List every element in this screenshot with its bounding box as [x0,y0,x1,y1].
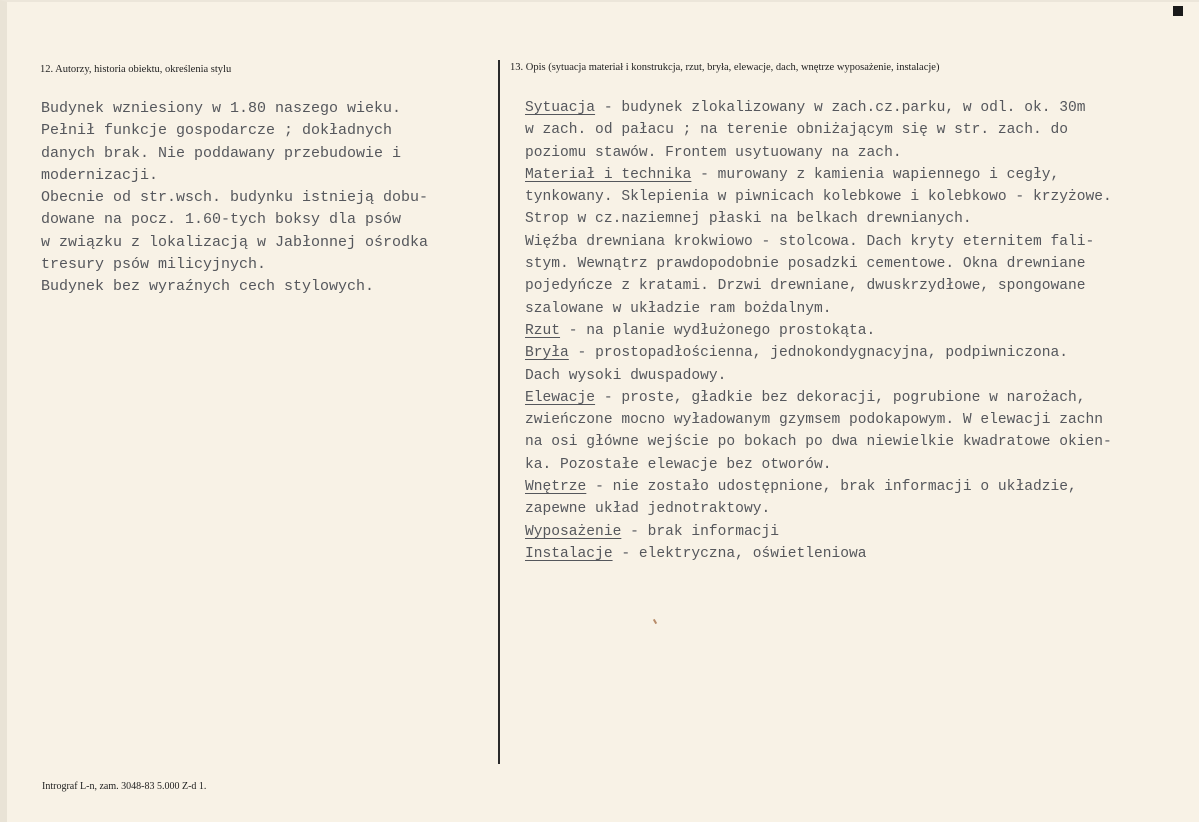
corner-mark [1173,6,1183,16]
description-line [525,454,1112,476]
history-line: Pełnił funkcje gospodarcze ; dokładnych [41,122,393,140]
description-line [525,476,1112,498]
description-line [525,164,1112,186]
history-text-block [41,98,428,299]
line-text: Dach wysoki dwuspadowy. [525,367,727,384]
line-text: ka. Pozostałe elewacje bez otworów. [525,456,832,473]
history-line: dowane na pocz. 1.60-tych boksy dla psów [41,211,402,229]
section-13-heading: 13. Opis (sytuacja materiał i konstrukcja, rzut, bryła, elewacje, dach, wnętrze wyposażenie, instalacje) [510,62,940,73]
line-text: - elektryczna, oświetleniowa [612,545,867,562]
description-line [525,119,1112,141]
description-line [525,431,1112,453]
line-text: - prostopadłościenna, jednokondygnacyjna, podpiwniczona. [568,345,1068,362]
description-line [525,409,1112,431]
history-line: Obecnie od str.wsch. budynku istnieją dobu- [41,189,429,207]
section-label: Sytuacja [525,100,596,116]
history-line: tresury psów milicyjnych. [41,256,267,274]
history-line: w związku z lokalizacją w Jabłonnej ośrodka [41,233,429,251]
paper-speck [653,619,657,624]
line-text: Więźba drewniana krokwiowo - stolcowa. Dach kryty eternitem fali- [525,233,1095,250]
line-text: stym. Wewnątrz prawdopodobnie posadzki cementowe. Okna drewniane [525,256,1086,273]
history-line: modernizacji. [41,166,159,184]
section-12-heading: 12. Autorzy, historia obiektu, określenia stylu [40,64,232,75]
section-label: Materiał i technika [525,166,692,183]
line-text: w zach. od pałacu ; na terenie obniżającym się w str. zach. do [525,122,1068,139]
description-line [525,186,1112,208]
printer-imprint: Intrograf L-n, zam. 3048-83 5.000 Z-d 1. [42,781,207,792]
description-line [525,543,1112,565]
line-text: pojedyńcze z kratami. Drzwi drewniane, dwuskrzydłowe, spongowane [525,278,1086,295]
description-line [525,320,1112,342]
history-line: Budynek bez wyraźnych cech stylowych. [41,278,375,296]
section-label: Instalacje [525,545,613,562]
description-line [525,342,1112,364]
history-line: danych brak. Nie poddawany przebudowie i [41,144,402,162]
description-line [525,365,1112,387]
line-text: - na planie wydłużonego prostokąta. [560,322,876,339]
line-text: poziomu stawów. Frontem usytuowany na zach. [525,144,902,161]
section-label: Rzut [525,322,561,339]
line-text: - murowany z kamienia wapiennego i cegły, [691,166,1060,183]
line-text: - brak informacji [621,523,779,540]
description-line [525,97,1112,119]
description-line [525,298,1112,320]
line-text: - proste, gładkie bez dekoracji, pogrubione w narożach, [595,389,1086,406]
line-text: na osi główne wejście po bokach po dwa niewielkie kwadratowe okien- [525,434,1112,451]
line-text: Strop w cz.naziemnej płaski na belkach drewnianych. [525,211,972,228]
description-line [525,231,1112,253]
line-text: zwieńczone mocno wyładowanym gzymsem podokapowym. W elewacji zachn [525,412,1104,429]
description-line [525,253,1112,275]
history-line: Budynek wzniesiony w 1.80 naszego wieku. [41,100,402,117]
section-label: Elewacje [525,389,596,406]
line-text: szalowane w układzie ram bożdalnym. [525,300,832,317]
description-line [525,275,1112,297]
line-text: - budynek zlokalizowany w zach.cz.parku, w odl. ok. 30m [595,100,1086,116]
description-text-block [525,97,1112,565]
column-divider [498,60,500,764]
description-line [525,387,1112,409]
section-label: Wyposażenie [525,523,622,540]
line-text: - nie zostało udostępnione, brak informacji o układzie, [586,479,1077,496]
description-line [525,498,1112,520]
line-text: zapewne układ jednotraktowy. [525,501,771,518]
line-text: tynkowany. Sklepienia w piwnicach kolebkowe i kolebkowo - krzyżowe. [525,189,1112,206]
description-line [525,208,1112,230]
section-label: Bryła [525,345,569,362]
section-label: Wnętrze [525,479,587,496]
description-line [525,142,1112,164]
description-line [525,521,1112,543]
